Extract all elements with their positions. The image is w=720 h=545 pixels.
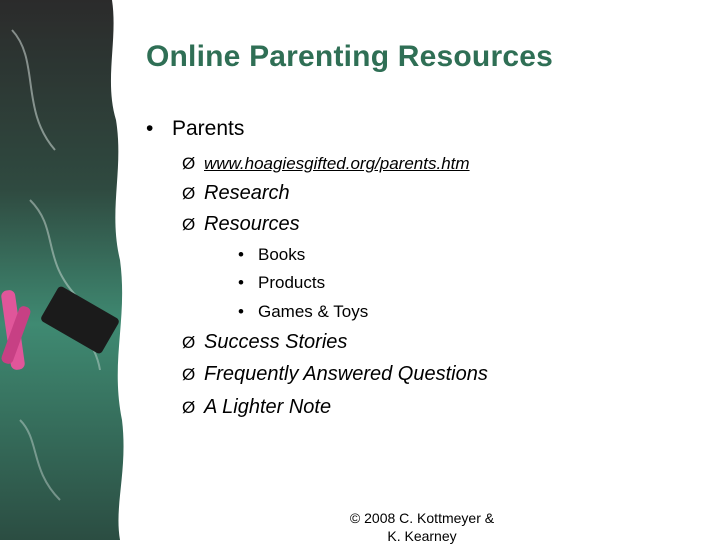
arrow-bullet-icon: Ø <box>182 398 196 417</box>
bullet-parents <box>146 117 244 141</box>
item-label: Success Stories <box>204 331 348 353</box>
arrow-bullet-icon: Ø <box>182 184 196 203</box>
bullet-label: Parents <box>172 117 245 140</box>
bullet-dot: • <box>146 117 154 140</box>
list-item-lighter-note <box>182 396 331 419</box>
link-hoagies-item[interactable] <box>182 152 470 175</box>
sub-item-label: Games & Toys <box>258 302 369 321</box>
footer-line-2: K. Kearney <box>387 528 457 544</box>
sub-item-books <box>238 245 305 265</box>
sub-item-games-toys <box>238 302 368 322</box>
list-item-success-stories <box>182 331 347 354</box>
bullet-dot: • <box>238 245 244 264</box>
hoagies-link[interactable]: www.hoagiesgifted.org/parents.htm <box>204 154 470 173</box>
slide-title: Online Parenting Resources <box>146 40 553 73</box>
bullet-dot: • <box>238 273 244 292</box>
list-item-faq <box>182 363 488 386</box>
item-label: Frequently Answered Questions <box>204 363 488 385</box>
list-item-research <box>182 182 290 205</box>
bullet-dot: • <box>238 302 244 321</box>
list-item-resources <box>182 213 300 236</box>
sub-item-label: Books <box>258 245 306 264</box>
footer-line-1: © 2008 C. Kottmeyer & <box>349 510 495 526</box>
sub-item-products <box>238 273 325 293</box>
item-label: Resources <box>204 213 300 235</box>
chalkboard-decoration <box>0 0 130 540</box>
arrow-bullet-icon: Ø <box>182 333 196 352</box>
sub-item-label: Products <box>258 273 326 292</box>
item-label: A Lighter Note <box>204 396 332 418</box>
arrow-bullet-icon: Ø <box>182 215 196 234</box>
arrow-bullet-icon: Ø <box>182 365 196 384</box>
arrow-bullet-icon: Ø <box>182 154 196 173</box>
item-label: Research <box>204 182 290 204</box>
